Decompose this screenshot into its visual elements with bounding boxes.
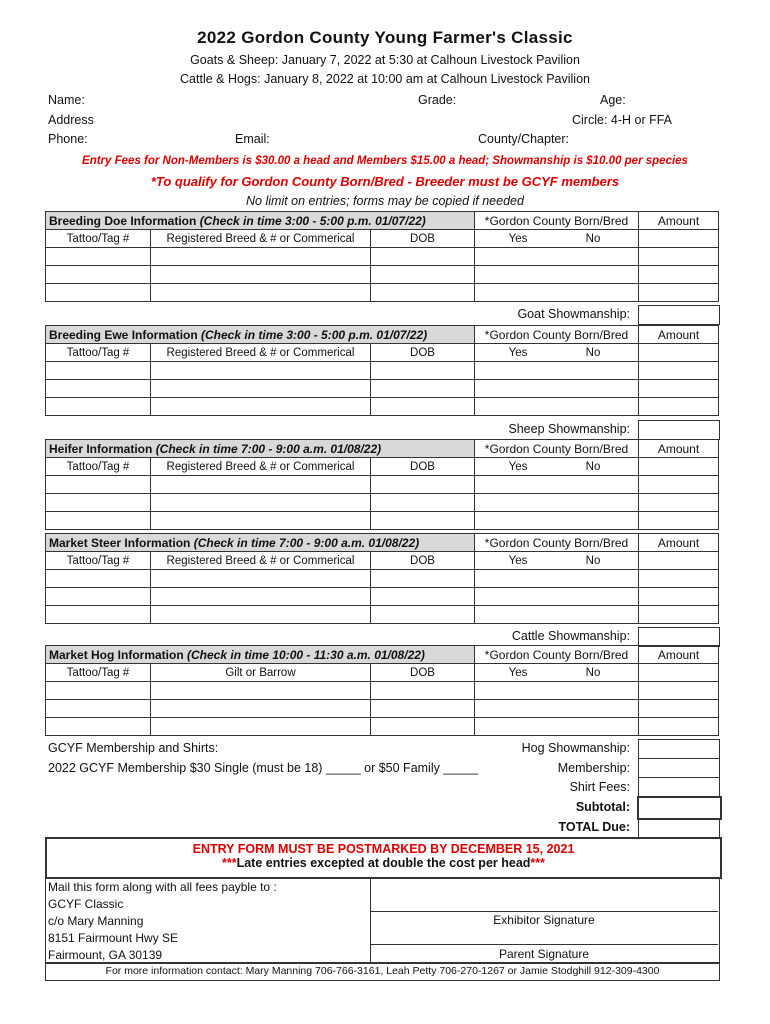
breed-header: Registered Breed & # or Commerical [151,230,371,248]
parent-signature-label: Parent Signature [498,947,590,961]
table-row[interactable] [46,284,719,302]
hog-section-title: Market Hog Information (Check in time 10:00 - 11:30 a.m. 01/08/22) [46,646,475,664]
membership-heading: GCYF Membership and Shirts: [48,741,219,755]
table-row[interactable] [46,248,719,266]
hog-showmanship-label: Hog Showmanship: [521,741,630,755]
shirt-fees-amount[interactable] [638,777,720,797]
phone-label: Phone: [48,132,88,146]
membership-fee-label: Membership: [557,761,630,775]
dob-header: DOB [371,230,475,248]
mail-address-line2: c/o Mary Manning [48,914,144,928]
grade-label: Grade: [418,93,457,107]
heifer-table: Heifer Information (Check in time 7:00 - 9:00 a.m. 01/08/22) *Gordon County Born/Bred Amount Tattoo/Tag # Registered Breed & # or Commerical DOB Yes No [45,439,719,530]
subtotal-amount[interactable] [637,796,722,820]
late-entries-note: ***Late entries excepted at double the cost per head*** [221,856,546,870]
amount-header: Amount [639,212,719,230]
table-row[interactable] [46,380,719,398]
doe-section-title: Breeding Doe Information (Check in time 3:00 - 5:00 p.m. 01/07/22) [46,212,475,230]
entry-fees-note: Entry Fees for Non-Members is $30.00 a head and Members $15.00 a head; Showmanship is $10.00 per species [82,155,688,167]
mail-address-line1: GCYF Classic [48,897,124,911]
membership-options: 2022 GCYF Membership $30 Single (must be 18) _____ or $50 Family _____ [48,761,479,775]
breeding-ewe-table: Breeding Ewe Information (Check in time 3:00 - 5:00 p.m. 01/07/22) *Gordon County Born/Bred Amount Tattoo/Tag # Registered Breed & # or Commerical DOB Yes No [45,325,719,416]
exhibitor-signature-label: Exhibitor Signature [493,913,595,927]
cattle-hogs-date: Cattle & Hogs: January 8, 2022 at 10:00 am at Calhoun Livestock Pavilion [180,72,590,86]
name-label: Name: [48,93,85,107]
circle-label: Circle: 4-H or FFA [572,113,673,127]
cattle-showmanship-label: Cattle Showmanship: [511,629,630,643]
table-row[interactable] [46,512,719,530]
sheep-showmanship-amount[interactable] [638,420,720,440]
table-row[interactable] [46,606,719,624]
table-row[interactable] [46,362,719,380]
cattle-showmanship-amount[interactable] [638,627,720,647]
age-label: Age: [600,93,626,107]
mail-instructions: Mail this form along with all fees payble to : [48,880,277,894]
goat-showmanship-amount[interactable] [638,305,720,325]
table-row[interactable] [46,476,719,494]
postmark-deadline: ENTRY FORM MUST BE POSTMARKED BY DECEMBER 15, 2021 [192,842,575,856]
table-row[interactable] [46,570,719,588]
hog-showmanship-amount[interactable] [638,739,720,759]
form-title: 2022 Gordon County Young Farmer's Classic [197,28,573,47]
ewe-section-title: Breeding Ewe Information (Check in time 3:00 - 5:00 p.m. 01/07/22) [46,326,475,344]
contact-bar [45,962,720,981]
mail-address-line3: 8151 Fairmount Hwy SE [48,931,179,945]
born-bred-header: *Gordon County Born/Bred [475,212,639,230]
breeding-doe-table [45,211,719,302]
gilt-barrow-header: Gilt or Barrow [151,664,371,682]
tattoo-header: Tattoo/Tag # [46,230,151,248]
heifer-section-title: Heifer Information (Check in time 7:00 - 9:00 a.m. 01/08/22) [46,440,475,458]
contact-info: For more information contact: Mary Manning 706-766-3161, Leah Petty 706-270-1267 or Jamie Stodghill 912-309-4300 [105,965,660,977]
table-row[interactable] [46,494,719,512]
subtotal-label: Subtotal: [575,800,630,814]
address-label: Address [48,113,94,127]
market-steer-table: Market Steer Information (Check in time 7:00 - 9:00 a.m. 01/08/22) *Gordon County Born/Bred Amount Tattoo/Tag # Registered Breed & # or Commerical DOB Yes No [45,533,719,624]
steer-section-title: Market Steer Information (Check in time 7:00 - 9:00 a.m. 01/08/22) [46,534,475,552]
table-row[interactable] [46,682,719,700]
county-label: County/Chapter: [478,132,570,146]
table-row[interactable] [46,718,719,736]
goats-sheep-date: Goats & Sheep: January 7, 2022 at 5:30 at Calhoun Livestock Pavilion [190,53,580,67]
no-limit-note: No limit on entries; forms may be copied if needed [246,194,524,208]
yes-no-header: Yes No [475,230,639,248]
membership-amount[interactable] [638,758,720,778]
total-due-label: TOTAL Due: [558,820,630,834]
market-hog-table: Market Hog Information (Check in time 10:00 - 11:30 a.m. 01/08/22) *Gordon County Born/Bred Amount Tattoo/Tag # Gilt or Barrow DOB Yes No [45,645,719,736]
mail-address-line4: Fairmount, GA 30139 [48,948,163,962]
email-label: Email: [235,132,270,146]
table-row[interactable] [46,588,719,606]
shirt-fees-label: Shirt Fees: [569,780,630,794]
sheep-showmanship-label: Sheep Showmanship: [508,422,630,436]
postmark-notice [45,837,722,879]
goat-showmanship-label: Goat Showmanship: [517,307,630,321]
table-row[interactable] [46,700,719,718]
table-row[interactable] [46,398,719,416]
qualify-note: *To qualify for Gordon County Born/Bred - Breeder must be GCYF members [150,174,620,189]
total-due-amount[interactable] [638,818,720,838]
table-row[interactable] [46,266,719,284]
